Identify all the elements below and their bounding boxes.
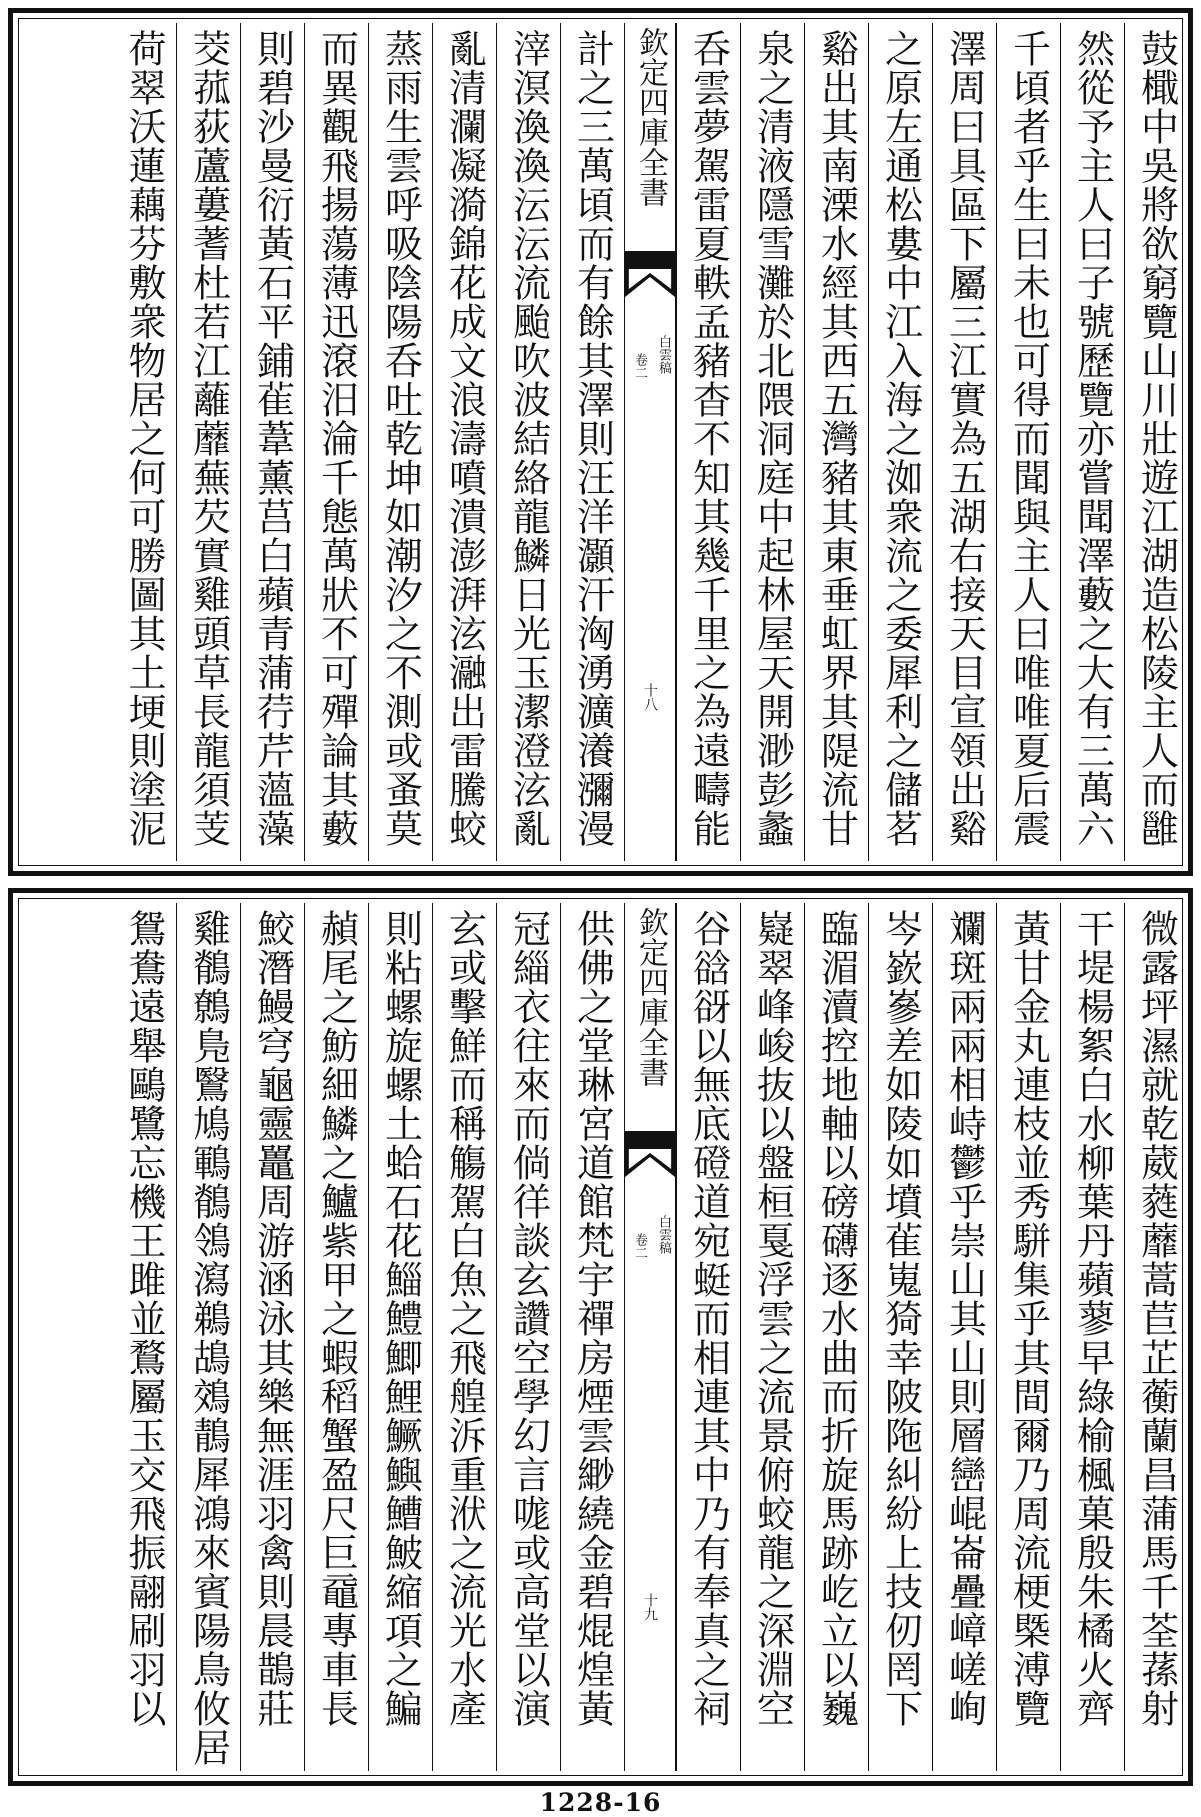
column-text: 臨湄瀆控地軸以磅礴逐水曲而折旋馬跡屹立以巍 (814, 909, 859, 1728)
fold-center-strip (624, 23, 676, 861)
column-text: 澤周曰具區下屬三江實為五湖右接天目宣領出谿 (942, 29, 987, 848)
text-column (560, 903, 624, 1771)
fishtail-mark-icon (625, 251, 675, 297)
text-column (868, 23, 932, 861)
text-column (740, 903, 804, 1771)
text-column (432, 903, 496, 1771)
column-text: 玄或擊鮮而稱觴駕白魚之飛艎泝重洑之流光水產 (442, 909, 487, 1728)
text-column (1060, 23, 1124, 861)
column-text: 蒸雨生雲呼吸陰陽呑吐乾坤如潮汐之不測或蚤莫 (378, 29, 423, 848)
text-column (304, 23, 368, 861)
text-column (496, 903, 560, 1771)
top-text-columns (23, 23, 1178, 861)
fold-book (651, 1215, 675, 1254)
column-text: 谿出其南溧水經其西五灣豬其東垂虹界其隄流甘 (814, 29, 859, 848)
text-column (112, 903, 176, 1771)
column-text: 斕斑兩兩相峙鬱乎崇山其山則層巒崐崙疊嶂嵯峋 (942, 909, 987, 1728)
text-column (432, 23, 496, 861)
text-column (676, 903, 740, 1771)
column-text: 泉之清液隱雪灘於北隈洞庭中起林屋天開渺彭蠡 (750, 29, 795, 848)
fold-book (651, 335, 675, 374)
column-text: 鮫潛鰻穹龜靈鼉周游涵泳其樂無涯羽禽則晨鵲莊 (250, 909, 295, 1728)
text-column (804, 23, 868, 861)
text-column (868, 903, 932, 1771)
text-column (804, 903, 868, 1771)
column-text: 茭菰荻蘆蔞蓍杜若江蘺蘼蕪芡實雞頭草長龍須芰 (186, 29, 231, 848)
fold-page-text: 十九 (642, 1593, 658, 1621)
fold-page-text: 十八 (642, 683, 658, 711)
text-column (740, 23, 804, 861)
text-column (368, 23, 432, 861)
bottom-text-columns (23, 903, 1178, 1771)
text-column (932, 903, 996, 1771)
column-text: 然從予主人曰子號歷覽亦嘗聞澤藪之大有三萬六 (1070, 29, 1115, 848)
text-column (560, 23, 624, 861)
column-text: 之原左通松婁中江入海之洳衆流之委犀利之儲茗 (878, 29, 923, 848)
text-column (1124, 903, 1188, 1771)
fold-page-number (625, 683, 675, 711)
fold-juan-text: 卷二 (632, 353, 647, 379)
column-text: 微露坪濕就乾葳蕤蘼蒿苣芷蘅蘭昌蒲馬千荃蓀射 (1134, 909, 1179, 1728)
column-text: 荷翠沃蓮藕芬敷衆物居之何可勝圖其土埂則塗泥 (122, 29, 166, 848)
page-label: 1228-16 (539, 1788, 662, 1817)
fold-juan (627, 353, 651, 379)
column-text: 谷谽谺以無底磴道宛蜓而相連其中乃有奉真之祠 (686, 909, 731, 1728)
text-column (1060, 903, 1124, 1771)
column-text: 冠緇衣往來而倘徉談玄讚空學幻言哤或高堂以演 (506, 909, 551, 1728)
fold-title (625, 907, 675, 1127)
text-column (1124, 23, 1188, 861)
column-text: 千頃者乎生曰未也可得而聞與主人曰唯唯夏后震 (1006, 29, 1051, 848)
text-column (176, 903, 240, 1771)
fishtail-mark-icon (625, 1131, 675, 1177)
text-column (996, 23, 1060, 861)
column-text: 鴛鴦遠舉鷗鷺忘機王雎並鶩屬玉交飛振翮刷羽以 (122, 909, 166, 1728)
text-column (304, 903, 368, 1771)
column-text: 亂清瀾凝漪錦花成文浪濤噴潰澎湃泫瀜出雷騰蛟 (442, 29, 487, 848)
fold-title-text: 欽定四庫全書 (633, 27, 668, 207)
column-text: 而異觀飛揚蕩薄迅滾汨淪千態萬狀不可殫論其藪 (314, 29, 359, 848)
fold-title (625, 27, 675, 247)
text-column (368, 903, 432, 1771)
text-column (932, 23, 996, 861)
text-column (176, 23, 240, 861)
fold-page-number (625, 1593, 675, 1621)
column-text: 鼓檝中吳將欲窮覽山川壯遊江湖造松陵主人而雝 (1134, 29, 1179, 848)
fold-juan (627, 1233, 651, 1259)
column-text: 滓溟渙渙沄沄流颱吹波結絡龍鱗日光玉潔澄泫亂 (506, 29, 551, 848)
column-text: 計之三萬頃而有餘其澤則汪洋灝汗洶湧瀇瀁瀰漫 (570, 29, 615, 848)
text-column (240, 23, 304, 861)
text-column (112, 23, 176, 861)
column-text: 嶷翠峰峻抜以盤桓戛浮雲之流景俯蛟龍之深淵空 (750, 909, 795, 1728)
text-column (496, 23, 560, 861)
fold-center-strip (624, 903, 676, 1771)
column-text: 黃甘金丸連枝並秀駢集乎其間爾乃周流梗槩溥覽 (1006, 909, 1051, 1728)
column-text: 則粘螺旋螺土蛤石花鯔鱧鯽鯉鱖鱮鰽鮍縮項之鯿 (378, 909, 423, 1728)
column-text: 呑雲夢駕雷夏軼孟豬杳不知其幾千里之為遠疇能 (686, 29, 731, 848)
column-text: 則碧沙曼衍黃石平鋪雈葦薰莒白蘋青蒲荇芹薀藻 (250, 29, 295, 848)
column-text: 供佛之堂琳宮道館梵宇禪房煙雲緲繞金碧焜煌黃 (570, 909, 615, 1728)
top-page-panel (8, 8, 1193, 876)
text-column (676, 23, 740, 861)
bottom-page-panel (8, 888, 1193, 1786)
fold-title-text: 欽定四庫全書 (633, 907, 668, 1087)
text-column (240, 903, 304, 1771)
fold-book-text: 白雲稿 (656, 335, 671, 374)
column-text: 赬尾之魴細鱗之鱸紫甲之蝦稻蟹盈尺巨黿專車長 (314, 909, 359, 1728)
column-text: 岑嶔嵾差如陵如墳雈嵬猗幸陂陁糾紛上技仞罔下 (878, 909, 923, 1728)
column-text: 干堤楊絮白水柳葉丹蘋蓼早綠榆楓菓殷朱橘火齊 (1070, 909, 1115, 1728)
text-column (996, 903, 1060, 1771)
fold-book-text: 白雲稿 (656, 1215, 671, 1254)
fold-juan-text: 卷二 (632, 1233, 647, 1259)
column-text: 雞鶺鷯鳬鷖鳩鶤鶺鴒瀉鵜鴣鵁鶄犀鴻來賓陽鳥攸居 (186, 909, 231, 1767)
